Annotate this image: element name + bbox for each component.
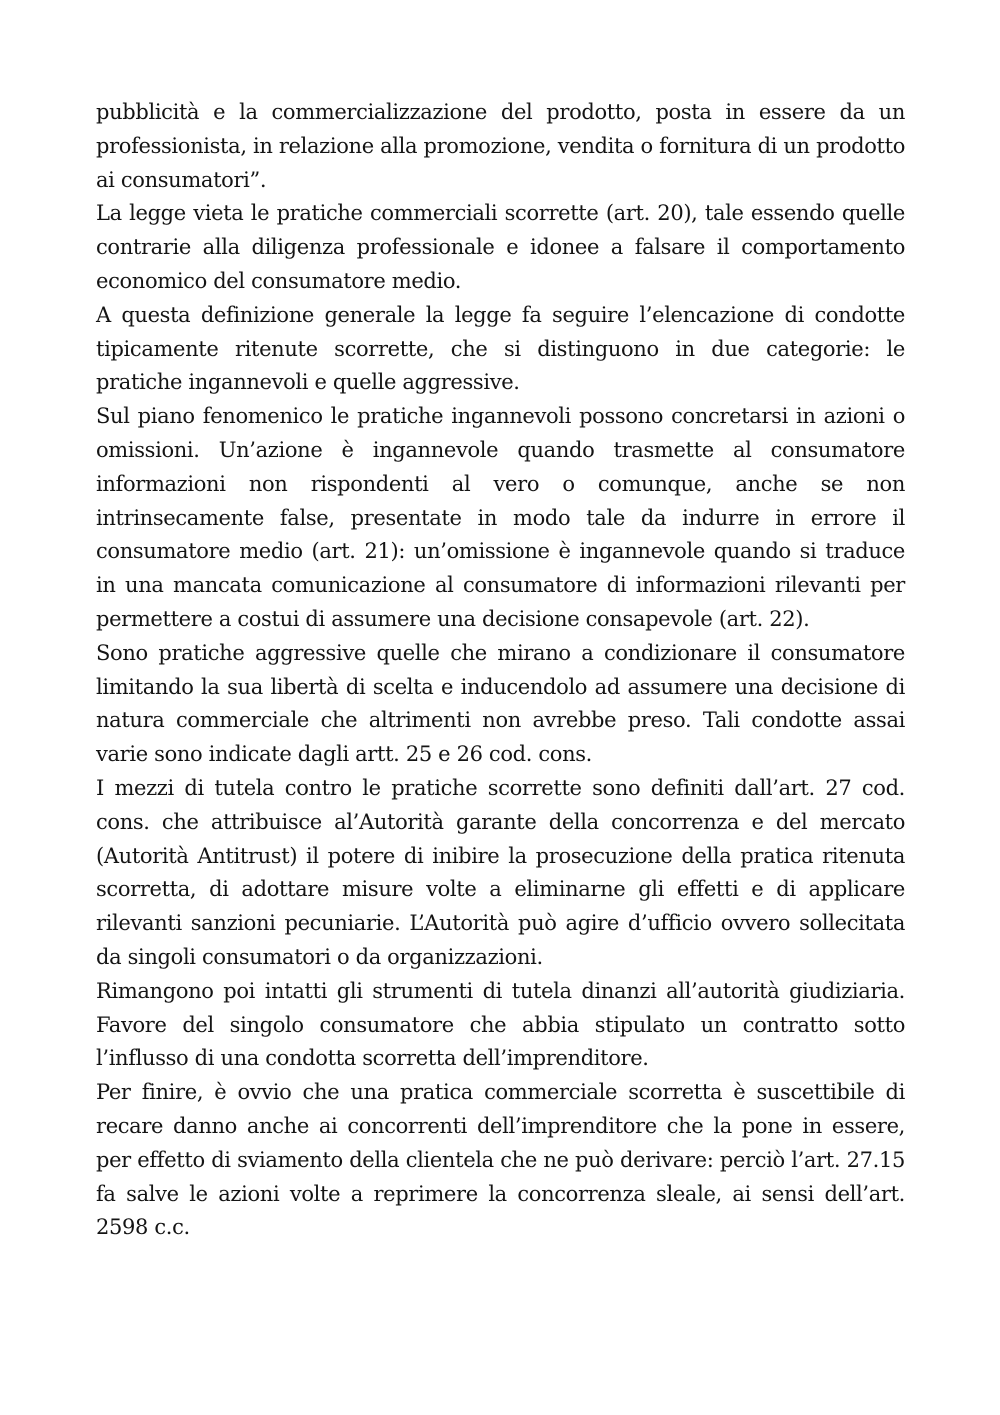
paragraph-1: pubblicità e la commercializzazione del prodotto, posta in essere da un professionista, in relazione alla promozione, vendita o fornitura di un prodotto ai consumatori”.	[96, 100, 905, 192]
paragraph-8: Per finire, è ovvio che una pratica commerciale scorretta è suscettibile di recare danno anche ai concorrenti dell’imprenditore che la pone in essere, per effetto di sviamento della clientela che ne può derivare: perciò l’art. 27.15 fa salve le azioni volte a reprimere la concorrenza sleale, ai sensi dell’art. 2598 c.c.	[96, 1080, 905, 1240]
paragraph-4: Sul piano fenomenico le pratiche ingannevoli possono concretarsi in azioni o omissioni. Un’azione è ingannevole quando trasmette al consumatore informazioni non rispondenti al vero o comunque, anche se non intrinsecamente false, presentate in modo tale da indurre in errore il consumatore medio (art. 21): un’omissione è ingannevole quando si traduce in una mancata comunicazione al consumatore di informazioni rilevanti per permettere a costui di assumere una decisione consapevole (art. 22).	[96, 404, 905, 631]
paragraph-2: La legge vieta le pratiche commerciali scorrette (art. 20), tale essendo quelle contrarie alla diligenza professionale e idonee a falsare il comportamento economico del consumatore medio.	[96, 201, 905, 293]
paragraph-6: I mezzi di tutela contro le pratiche scorrette sono definiti dall’art. 27 cod. cons. che attribuisce al’Autorità garante della concorrenza e del mercato (Autorità Antitrust) il potere di inibire la prosecuzione della pratica ritenuta scorretta, di adottare misure volte a eliminarne gli effetti e di applicare rilevanti sanzioni pecuniarie. L’Autorità può agire d’ufficio ovvero sollecitata da singoli consumatori o da organizzazioni.	[96, 775, 905, 969]
document-body	[96, 96, 905, 1245]
paragraph-3: A questa definizione generale la legge fa seguire l’elencazione di condotte tipicamente ritenute scorrette, che si distinguono in due categorie: le pratiche ingannevoli e quelle aggressive.	[96, 302, 905, 395]
paragraph-5: Sono pratiche aggressive quelle che mirano a condizionare il consumatore limitando la sua libertà di scelta e inducendolo ad assumere una decisione di natura commerciale che altrimenti non avrebbe preso. Tali condotte assai varie sono indicate dagli artt. 25 e 26 cod. cons.	[96, 640, 905, 767]
paragraph-7: Rimangono poi intatti gli strumenti di tutela dinanzi all’autorità giudiziaria. Favore del singolo consumatore che abbia stipulato un contratto sotto l’influsso di una condotta scorretta dell’imprenditore.	[96, 978, 905, 1071]
